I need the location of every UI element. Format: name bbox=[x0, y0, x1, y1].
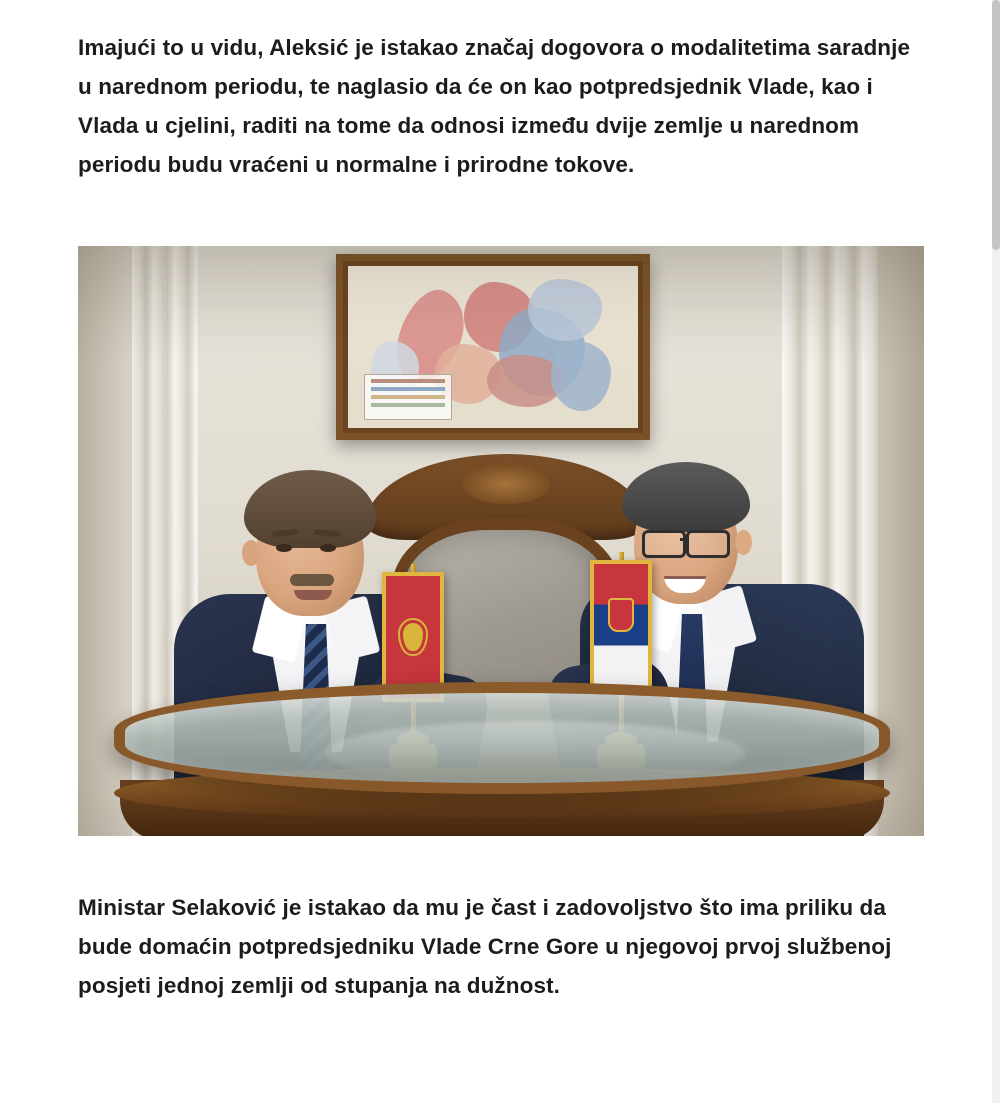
glass-table bbox=[78, 676, 924, 836]
eye bbox=[276, 544, 292, 552]
chair-carving bbox=[462, 464, 550, 504]
map-region bbox=[551, 341, 611, 411]
flag-cloth-serbia bbox=[590, 560, 652, 690]
table-reflection bbox=[325, 721, 745, 785]
serbia-crest-icon bbox=[608, 598, 634, 632]
paragraph-top: Imajući to u vidu, Aleksić je istakao značaj dogovora o modalitetima saradnje u narednom periodu, te naglasio da će on kao potpredsjednik Vlade, kao i Vlada u cjelini, raditi na tome da odnosi između dvije zemlje u narednom periodu budu vraćeni u normalne i prirodne tokove. bbox=[78, 35, 911, 177]
photo-scene bbox=[78, 246, 924, 836]
article-photo bbox=[78, 246, 924, 836]
mouth bbox=[294, 590, 332, 600]
map-legend bbox=[364, 374, 452, 420]
montenegro-crest-icon bbox=[400, 620, 426, 654]
eye bbox=[320, 544, 336, 552]
framed-map bbox=[336, 254, 650, 440]
eyeglasses-lens bbox=[686, 530, 730, 558]
map-canvas bbox=[348, 266, 638, 428]
eyeglasses-bridge bbox=[680, 538, 688, 541]
ear-left bbox=[242, 540, 260, 566]
table-glass-top bbox=[114, 682, 890, 794]
map-region bbox=[528, 279, 602, 341]
ear-right bbox=[735, 530, 752, 555]
moustache bbox=[290, 574, 334, 586]
hair-right bbox=[622, 462, 750, 532]
scrollbar-thumb[interactable] bbox=[992, 0, 1000, 250]
paragraph-bottom: Ministar Selaković je istakao da mu je čast i zadovoljstvo što ima priliku da bude domaćin potpredsjedniku Vlade Crne Gore u njegovoj prvoj službenoj posjeti jednoj zemlji od stupanja na dužnost. bbox=[78, 895, 892, 998]
hair-left bbox=[244, 470, 376, 548]
page-scrollbar[interactable] bbox=[992, 0, 1000, 1103]
